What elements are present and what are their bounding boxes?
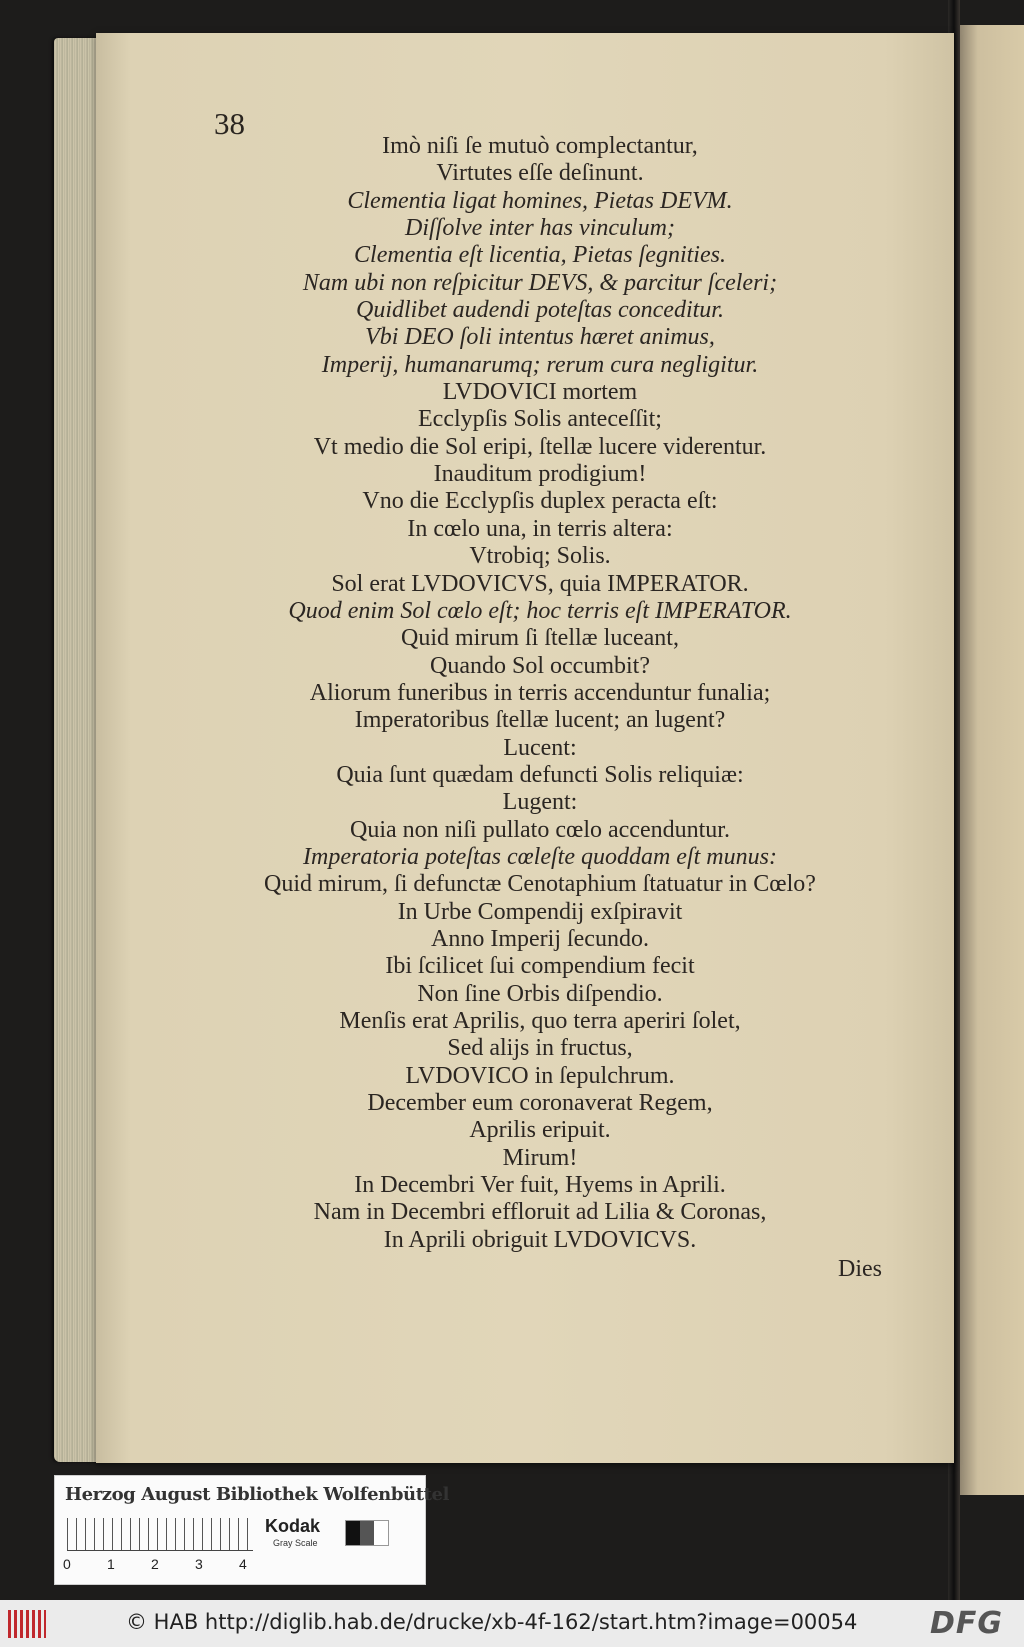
ruler-number: 3 bbox=[195, 1556, 203, 1572]
ruler-number: 0 bbox=[63, 1556, 71, 1572]
color-calibration-card bbox=[54, 1475, 450, 1585]
text-line: Anno Imperij ſecundo. bbox=[431, 925, 649, 952]
text-line: Nam in Decembri effloruit ad Lilia & Coronas, bbox=[313, 1199, 767, 1226]
text-line: Imperij, humanarumq; rerum cura negligitur. bbox=[321, 351, 759, 378]
hab-logo-icon bbox=[8, 1610, 46, 1638]
text-line: Diſſolve inter has vinculum; bbox=[405, 215, 675, 242]
page-text bbox=[210, 133, 870, 1254]
text-line: Mirum! bbox=[502, 1144, 578, 1171]
facing-page-edge bbox=[958, 25, 1024, 1495]
text-line: Menſis erat Aprilis, quo terra aperiri ſolet, bbox=[339, 1008, 741, 1034]
text-line: In Aprili obriguit LVDOVICVS. bbox=[383, 1226, 697, 1253]
text-line: Vtrobiq; Solis. bbox=[469, 543, 611, 570]
text-line: December eum coronaverat Regem, bbox=[367, 1090, 713, 1117]
card-title: Herzog August Bibliothek Wolfenbüttel bbox=[65, 1484, 450, 1505]
text-line: Clementia ligat homines, Pietas DEVM. bbox=[347, 187, 733, 214]
text-line: Ecclypſis Solis anteceſſit; bbox=[418, 406, 662, 433]
ruler-scale bbox=[67, 1518, 253, 1551]
kodak-subtitle: Gray Scale bbox=[273, 1538, 318, 1548]
source-link[interactable]: © HAB http://diglib.hab.de/drucke/xb-4f-162/start.htm?image=00054 bbox=[126, 1610, 858, 1634]
text-line: In cœlo una, in terris altera: bbox=[407, 515, 673, 542]
text-line: Aprilis eripuit. bbox=[469, 1117, 611, 1144]
text-line: Non ſine Orbis diſpendio. bbox=[417, 980, 663, 1007]
text-line: Vno die Ecclypſis duplex peracta eſt: bbox=[362, 488, 718, 515]
text-line: Quia ſunt quædam defuncti Solis reliquiæ: bbox=[336, 761, 744, 788]
text-line: LVDOVICO in ſepulchrum. bbox=[405, 1062, 675, 1089]
text-line: Lugent: bbox=[502, 789, 578, 816]
ruler-number: 1 bbox=[107, 1556, 115, 1572]
text-line: Vt medio die Sol eripi, ſtellæ lucere viderentur. bbox=[313, 433, 767, 460]
gray-swatches bbox=[345, 1520, 389, 1546]
text-line: Inauditum prodigium! bbox=[433, 461, 647, 488]
swatch-gray bbox=[360, 1521, 374, 1545]
text-line: In Decembri Ver fuit, Hyems in Aprili. bbox=[354, 1172, 726, 1199]
text-line: Virtutes eſſe deſinunt. bbox=[436, 160, 644, 187]
text-line: Quando Sol occumbit? bbox=[430, 652, 650, 679]
ruler-number: 4 bbox=[239, 1556, 247, 1572]
text-line: Quidlibet audendi poteſtas conceditur. bbox=[356, 297, 724, 324]
text-line: Quid mirum, ſi defunctæ Cenotaphium ſtatuatur in Cœlo? bbox=[264, 871, 816, 898]
text-line: LVDOVICI mortem bbox=[442, 379, 638, 406]
kodak-logo: Kodak bbox=[265, 1516, 321, 1536]
page-edges bbox=[54, 38, 100, 1462]
text-line: Aliorum funeribus in terris accenduntur funalia; bbox=[309, 679, 771, 706]
text-line: Ibi ſcilicet ſui compendium fecit bbox=[385, 953, 695, 980]
text-line: Lucent: bbox=[503, 734, 577, 761]
text-line: Sed alijs in fructus, bbox=[447, 1035, 633, 1062]
text-line: Nam ubi non reſpicitur DEVS, & parcitur ſceleri; bbox=[302, 269, 778, 296]
ruler-number: 2 bbox=[151, 1556, 159, 1572]
text-line: Quod enim Sol cœlo eſt; hoc terris eſt IMPERATOR. bbox=[288, 597, 792, 624]
page-number: 38 bbox=[214, 106, 245, 141]
text-line: Imperatoria poteſtas cœleſte quoddam eſt munus: bbox=[303, 843, 777, 870]
swatch-black bbox=[346, 1521, 360, 1545]
text-line: Quia non niſi pullato cœlo accenduntur. bbox=[350, 816, 730, 843]
swatch-white bbox=[374, 1521, 388, 1545]
catchword: Dies bbox=[838, 1256, 882, 1282]
text-line: Clementia eſt licentia, Pietas ſegnities. bbox=[354, 242, 726, 269]
text-line: Sol erat LVDOVICVS, quia IMPERATOR. bbox=[331, 570, 749, 597]
text-line: In Urbe Compendij exſpiravit bbox=[397, 898, 683, 925]
dfg-logo: DFG bbox=[930, 1606, 1004, 1641]
text-line: Vbi DEO ſoli intentus hæret animus, bbox=[365, 324, 715, 351]
text-line: Imperatoribus ſtellæ lucent; an lugent? bbox=[354, 707, 726, 734]
footer-bar bbox=[0, 1600, 1024, 1647]
text-line: Quid mirum ſi ſtellæ luceant, bbox=[401, 625, 679, 652]
text-line: Imò niſi ſe mutuò complectantur, bbox=[382, 133, 698, 159]
